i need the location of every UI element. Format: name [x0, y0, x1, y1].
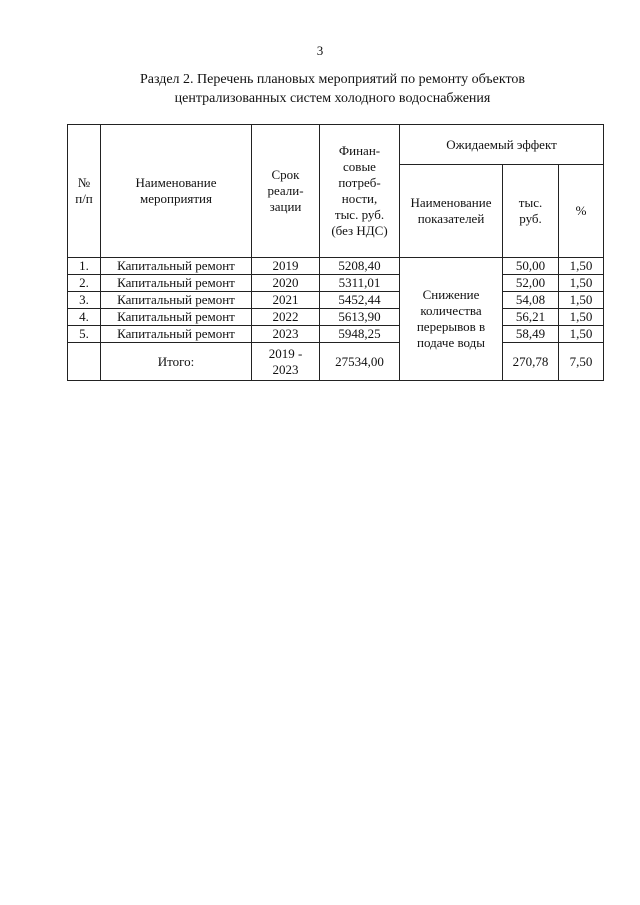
- row-effect-percent: 1,50: [559, 258, 604, 275]
- row-effect-percent: 1,50: [559, 292, 604, 309]
- row-effect-rub: 50,00: [503, 258, 559, 275]
- row-effect-percent: 1,50: [559, 275, 604, 292]
- total-effect-percent: 7,50: [559, 343, 604, 381]
- row-effect-percent: 1,50: [559, 309, 604, 326]
- row-num: 3.: [68, 292, 101, 309]
- header-expected-effect: Ожидаемый эффект: [400, 125, 604, 165]
- row-year: 2022: [252, 309, 320, 326]
- row-finance: 5311,01: [320, 275, 400, 292]
- row-activity: Капитальный ремонт: [101, 326, 252, 343]
- row-finance: 5208,40: [320, 258, 400, 275]
- activities-table: [67, 124, 604, 381]
- row-num: 5.: [68, 326, 101, 343]
- row-activity: Капитальный ремонт: [101, 275, 252, 292]
- header-row-1: [68, 125, 604, 165]
- header-num: № п/п: [68, 125, 101, 258]
- row-year: 2020: [252, 275, 320, 292]
- total-row: [68, 343, 604, 381]
- total-num: [68, 343, 101, 381]
- row-year: 2023: [252, 326, 320, 343]
- row-finance: 5452,44: [320, 292, 400, 309]
- row-effect-percent: 1,50: [559, 326, 604, 343]
- row-effect-rub: 58,49: [503, 326, 559, 343]
- row-finance: 5613,90: [320, 309, 400, 326]
- row-effect-rub: 54,08: [503, 292, 559, 309]
- header-thousand-rub: тыс. руб.: [503, 165, 559, 258]
- total-effect-rub: 270,78: [503, 343, 559, 381]
- header-activity-name: Наименование мероприятия: [101, 125, 252, 258]
- row-effect-rub: 52,00: [503, 275, 559, 292]
- row-year: 2019: [252, 258, 320, 275]
- row-num: 4.: [68, 309, 101, 326]
- effect-description: Снижение количества перерывов в подаче воды: [400, 258, 503, 381]
- row-activity: Капитальный ремонт: [101, 258, 252, 275]
- table-row: [68, 326, 604, 343]
- total-period: 2019 - 2023: [252, 343, 320, 381]
- section-title: [60, 70, 605, 108]
- header-percent: %: [559, 165, 604, 258]
- page-number: 3: [316, 43, 324, 58]
- row-activity: Капитальный ремонт: [101, 309, 252, 326]
- header-finance: Финан- совые потреб- ности, тыс. руб. (без НДС): [320, 125, 400, 258]
- total-finance: 27534,00: [320, 343, 400, 381]
- row-num: 1.: [68, 258, 101, 275]
- row-activity: Капитальный ремонт: [101, 292, 252, 309]
- total-label: Итого:: [101, 343, 252, 381]
- section-title-line-1: Раздел 2. Перечень плановых мероприятий по ремонту объектов: [139, 72, 526, 87]
- table-row: [68, 309, 604, 326]
- table-row: [68, 275, 604, 292]
- row-finance: 5948,25: [320, 326, 400, 343]
- table-row: [68, 258, 604, 275]
- row-num: 2.: [68, 275, 101, 292]
- row-effect-rub: 56,21: [503, 309, 559, 326]
- table-row: [68, 292, 604, 309]
- section-title-line-2: централизованных систем холодного водоснабжения: [174, 91, 491, 106]
- header-indicator-name: Наименование показателей: [400, 165, 503, 258]
- header-term: Срок реали- зации: [252, 125, 320, 258]
- row-year: 2021: [252, 292, 320, 309]
